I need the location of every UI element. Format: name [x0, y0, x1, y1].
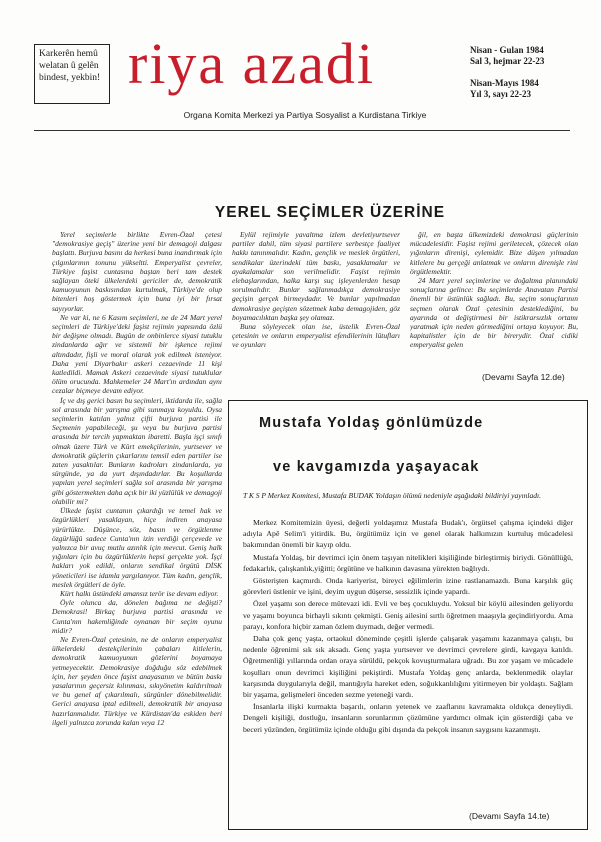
paragraph: Özel yaşamı son derece mütevazi idi. Evli ve beş çocukluydu. Yoksul bir köylü ailesinden geliyordu ve yaşamı boyunca birhayli sıkıntı çekmişti. Geniş ailesini sırtlı öğretmen maaşıyla geçindiriyordu. Ama parayı, konfora hiçbir zaman özlem duymadı, değer vermedi.	[243, 599, 573, 631]
paragraph: ğil, en başta ülkemizdeki demokrasi güçlerinin mücadelesidir. Faşist rejimi geriletecek, çözecek olan yığınların direnişi, eylemidir. Bize düşen yılmadan kitlelere bu gerçeği anlatmak ve onların direnişle rini örgütlemektir.	[410, 230, 578, 276]
paragraph: Ne Evren-Özal çetesinin, ne de onların emperyalist ülkelerdeki destekçilerinin çabaları kitlelerin, demokratik kamuoyunun gözlerini boyamaya yetmeyecektir. Demokrasiye doğduğu söz edebilmek için, her şeyden önce faşist anayasanın ve bütün baskı yasalarının geçersiz kılınması, sıkıyönetim kaldırılmalı ve bu genel af çıkarılmalı, sürgünler dönebilmelidir. Gerici anayasa iptal edilmeli, demokratik bir anayasa hazırlanmalıdır. Türkiye ve Kürdistan'da eskiden beri ilgeli yalnızca zorunda kalan veya 12	[52, 634, 222, 727]
paragraph: Merkez Komitemizin üyesi, değerli yoldaşımız Mustafa Budak'ı, örgütsel çalışma içindeki diğer adıyla Apê Selim'i yitirdik. Bu, örgütümüz için ve genel olarak halkımızın kurtuluş mücadelesi bakımından önemli bir kayıp oldu.	[243, 518, 573, 550]
paragraph: Öyle olunca da, dönelen bağıma ne değişti? Demokrasi! Birkaç burjuva partisi arasında ve Cunta'nın hakemliğinde oynanan bir seçim oyunu midir?	[52, 598, 222, 635]
paragraph: Mustafa Yoldaş, bir devrimci için önem taşıyan nitelikleri kişiliğinde birleştirmiş biriydi. Gönüllüğü, fedakarlık, çalışkanlık,yiğitti; örgütüne ve halkının davasına yürekten bağlıydı.	[243, 552, 573, 573]
issue-number-tr: Yıl 3, sayı 22-23	[470, 89, 532, 99]
paragraph: Daha çok genç yaşta, ortaokul döneminde çeşitli işlerde çalışarak yaşamını kazanmaya çalıştı, bu nedenle öğrenimi sık sık aksadı. Genç yaşta yurtsever ve devrimci çevrelere girdi, kavgaya katıldı. Öğretmenliği yıllarında ordan oraya sürüldü, pekçok kovuşturmalara uğradı. Bu zor yaşam ve mücadele koşulları onun devrimci kişiliğini pekiştirdi. Mustafa Yoldaş genç anlarda, beklenmedik olaylar karşısında duygularıyla değil, mantığıyla hareket eden, soğukkanlılığını yitirmeyen bir yoldaştı. Sağlam bir yaşama, gelişmeleri önceden sezme yeteneği vardı.	[243, 634, 573, 700]
slogan-text: Karkerên hemû welatan û gelên bindest, yekbin!	[39, 49, 101, 83]
obituary-headline-2: ve kavgamızda yaşayacak	[273, 459, 480, 475]
paragraph: Ülkede faşist cuntanın çıkardığı ve temel hak ve özgürlükleri yasaklayan, hiçe indiren anayasa yürürlükte. Düşünce, söz, basın ve örgütlenme özgürlüğü sadece Cunta'nın izin verdiği çerçevede ve yalnızca bir avuç mutlu azınlık için mevcut. Geniş halk yığınları için bu özgürlüklerin hepsi gerçekte yok. İşçi hakları yok edildi, onların sendikal örgütü DİSK yöneticileri ise idamla yargılanıyor. Tüm kadın, gençlik, meslek örgütleri de öyle.	[52, 506, 222, 589]
obituary-caption: T K S P Merkez Komitesi, Mustafa BUDAK Yoldaşın ölümü nedeniyle aşağıdaki bildiriyi yayınladı.	[243, 491, 541, 500]
obituary-headline-1: Mustafa Yoldaş gönlümüzde	[259, 415, 484, 431]
issue-number-ku: Sal 3, hejmar 22-23	[470, 56, 545, 66]
paragraph: İnsanlarla ilişki kurmakta başarılı, onların yetenek ve zaaflarını kavramakta oldukça deneyliydi. Dengeli kişiliği, dostluğu, insanların sorunlarının çözümüne yardımcı olmak için gösterdiği çaba ve beceri yüzünden, örgütümüz içinde olduğu gibi dışında da pekçok insanın saygısını kazanmıştı.	[243, 702, 573, 734]
continued-link[interactable]: (Devamı Sayfa 12.de)	[482, 372, 565, 382]
article-column-3	[410, 230, 578, 370]
paragraph: Ne var ki, ne 6 Kasım seçimleri, ne de 24 Mart yerel seçimleri de Türkiye'deki faşist rejimin yapısında özlü bir değişme olmadı. Bugün de onbinlerce siyasi tutuklu zindanlarda ağır ve sistemli bir işkence rejimi altındadır, fişli ve moral olarak yok edilmek isteniyor. Daha yeni Diyarbakır askeri cezaevinde 11 kişi katledildi. Mamak Askeri cezaevinde siyasi tutuklular ölüm orucunda. Mahkemeler 24 Mart'ın ardından aynı cezalar biçmeye devam ediyor.	[52, 312, 222, 396]
paragraph: İç ve dış gerici basın bu seçimleri, iktidarda ile, sağla sol arasında bir yarışma gibi sunmaya koyuldu. Oysa seçimlerin katılan yalnız çifti burjuva partisi ile Seçmenin yapabileceği, şu veya bu burjuva partisi arasında bir tercih yapmaktan ibaretti. Başla işçi sınıfı olmak üzere Türk ve Kürt emekçilerinin, yurtsever ve demokratik güçlerin çıkarlarını temsil eden partiler ise zaten yasaktılar. Bunların kadroları zindanlarda, ya sürgünde, ya da yurt dışındadırlar. Bu koşullarda yapılan yerel seçimleri sağla sol arasında bir yarışma gibi göstermekten daha açık bir iki yüzlülük ve demagoji olabilir mi?	[52, 395, 222, 506]
paragraph: 24 Mart yerel seçimlerine ve doğaltma planındaki sonuçlarına gelince: Bu seçimlerde Anavatan Partisi önemli bir üstünlük sağladı. Bu, seçim sonuçlarının seçmen olarak Özal çetesinin desteklediğini, bu ayarında ot değiştirmesi bir istikrarsızlık ortamı yaratmak için neden görmediğini ortaya koyuyor. Bu, kapitalistler için de bir birerydir. Özal cidiki emperyalist gelen	[410, 276, 578, 350]
obituary-continued-link[interactable]: (Devamı Sayfa 14.te)	[469, 811, 550, 821]
masthead-subtitle: Organa Komita Merkezi ya Partiya Sosyalist a Kurdistana Tirkiye	[183, 110, 427, 120]
paragraph: Kürt halkı üstündeki amansız terör ise devam ediyor.	[60, 588, 219, 598]
article-column-2	[232, 230, 400, 390]
issue-info-turkish	[470, 78, 570, 100]
issue-info-kurdish	[470, 45, 570, 67]
obituary-text	[243, 517, 573, 807]
paragraph: Gösterişten kaçmırdı. Onda kariyerist, bireyci eğilimlerin izine rastlanamazdı. Buna karşılık güç görevleri üstlenir ve işini, deyim uygun düşerse, sessizlik içinde yapardı.	[243, 576, 573, 597]
issue-date-ku: Nisan - Gulan 1984	[470, 45, 544, 55]
masthead-rule	[34, 130, 570, 131]
issue-date-tr: Nisan-Mayıs 1984	[470, 78, 539, 88]
obituary-box	[228, 400, 588, 830]
paragraph: Yerel seçimlerle birlikte Evren-Özal çetesi "demokrasiye geçiş" üzerine yeni bir demagoji dalgası başlattı. Burjuva basını da herkesi buna inandırmak için çılgınlarının tonunu yükseltti. Emperyalist çevreler, Türkiye faşist cuntasına baştan beri tam destek sağlayan öteki ülkelerdeki gericiler de, demokratik kamuoyunun baskısından kurtulmak, Türkiye'de olup bitenleri hoş göstermek için buna iyi bir fırsat sayıyorlar.	[52, 230, 222, 313]
masthead-title: riya azadi	[128, 31, 376, 96]
paragraph: Eylül rejimiyle yavaltma izlem devletiyurtsever partiler dahil, tüm siyasi partilere serbestçe faaliyet hakkı tanınmalıdır. Kadın, gençlik ve meslek örgütleri, sendikalar üzerindeki tüm baskı, yasaklamalar ve ayakalamalar son verilmelidir. Faşist rejimin elebaşlarından, halka karşı suç işleyenlerden hesap sorulmalıdır. Bunlar sağlanmadıkça demokrasiye geçişin gerçek birmeydadır. Ve bunlar yapılmadan demokrasiye geçişten sözetmek kaba demagojiden, göz boyamacılıktan başka şey olamaz.	[232, 230, 400, 322]
article-column-1	[52, 230, 222, 822]
paragraph: Buna söyleyecek olan ise, üstelik Evren-Özal çetesinin ve onların emperyalist efendilerinin lütufları ve oyunları	[232, 322, 400, 350]
slogan-box	[34, 44, 110, 104]
article-headline: YEREL SEÇİMLER ÜZERİNE	[214, 204, 446, 221]
